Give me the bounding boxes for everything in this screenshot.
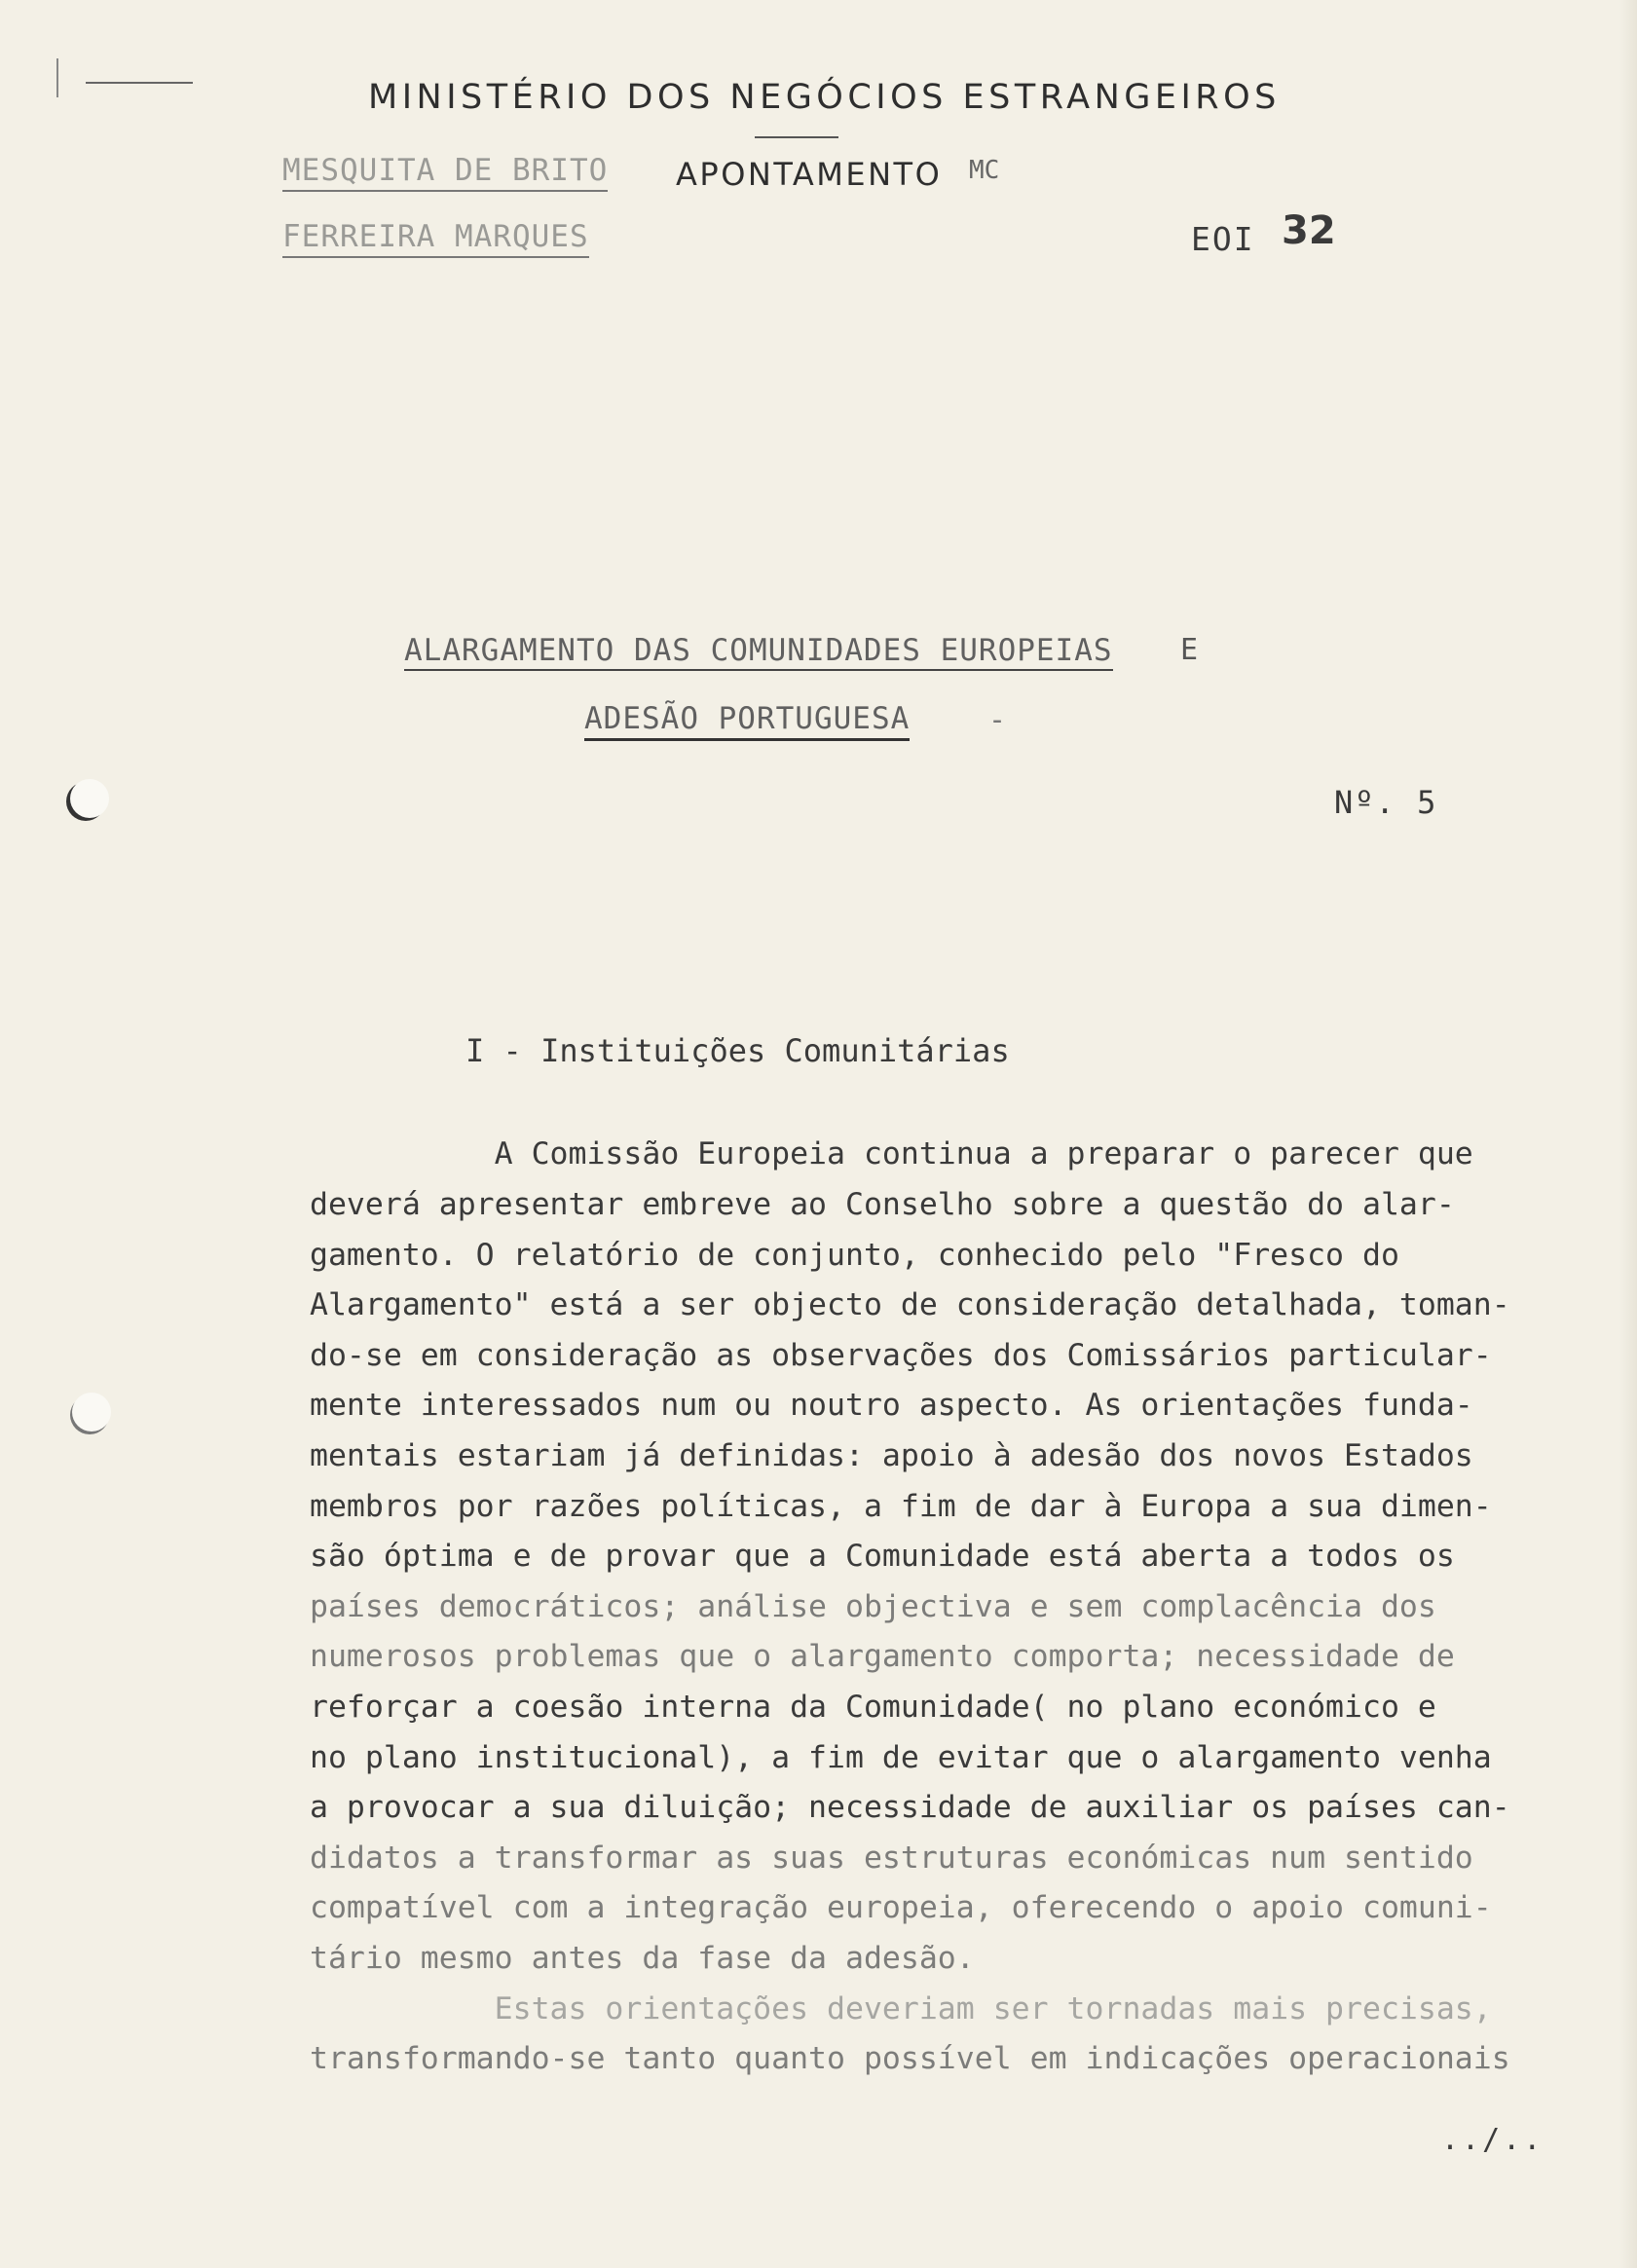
header-rule: [755, 136, 838, 138]
body-line: mente interessados num ou noutro aspecto. As orientações funda-: [310, 1388, 1473, 1423]
title-line-2: ADESÃO PORTUGUESA: [584, 701, 910, 741]
margin-scribble: [86, 82, 193, 84]
margin-tick: [56, 58, 58, 97]
body-line: membros por razões políticas, a fim de dar à Europa a sua dimen-: [310, 1489, 1492, 1524]
note-number: Nº. 5: [1334, 784, 1438, 821]
body-line: do-se em consideração as observações dos Comissários particular-: [310, 1338, 1492, 1373]
body-line: a provocar a sua diluição; necessidade de auxiliar os países can-: [310, 1790, 1510, 1825]
body-line: Estas orientações deveriam ser tornadas mais precisas,: [310, 1991, 1492, 2026]
body-line: numerosos problemas que o alargamento comporta; necessidade de: [310, 1639, 1455, 1674]
body-line: deverá apresentar embreve ao Conselho sobre a questão do alar-: [310, 1187, 1455, 1222]
title-dash-mark: -: [988, 703, 1007, 737]
body-line: gamento. O relatório de conjunto, conhecido pelo "Fresco do: [310, 1238, 1399, 1273]
title-line-1: ALARGAMENTO DAS COMUNIDADES EUROPEIAS: [404, 633, 1113, 671]
punch-hole-bottom: [72, 1393, 111, 1431]
series-label: EOI: [1191, 220, 1255, 258]
continuation-mark: ../..: [1441, 2123, 1544, 2157]
document-code: MC: [969, 156, 1000, 185]
author-name-2: FERREIRA MARQUES: [282, 219, 589, 258]
body-line: são óptima e de provar que a Comunidade está aberta a todos os: [310, 1539, 1455, 1574]
punch-hole-top: [70, 779, 109, 818]
body-line: reforçar a coesão interna da Comunidade( no plano económico e: [310, 1690, 1436, 1725]
body-line: transformando-se tanto quanto possível em indicações operacionais: [310, 2041, 1510, 2076]
body-line: compatível com a integração europeia, oferecendo o apoio comuni-: [310, 1890, 1492, 1925]
section-heading: I - Instituições Comunitárias: [465, 1032, 1010, 1069]
body-line: no plano institucional), a fim de evitar que o alargamento venha: [310, 1740, 1492, 1775]
body-line: didatos a transformar as suas estruturas económicas num sentido: [310, 1840, 1473, 1876]
body-line: países democráticos; análise objectiva e sem complacência dos: [310, 1589, 1436, 1624]
body-line: mentais estariam já definidas: apoio à adesão dos novos Estados: [310, 1438, 1473, 1473]
ministry-header: MINISTÉRIO DOS NEGÓCIOS ESTRANGEIROS: [368, 78, 1281, 117]
document-type: APONTAMENTO: [676, 156, 943, 193]
page-edge: [1619, 0, 1637, 2268]
body-line: tário mesmo antes da fase da adesão.: [310, 1941, 975, 1976]
title-line-1-mark: E: [1180, 633, 1199, 667]
author-name-1: MESQUITA DE BRITO: [282, 153, 608, 192]
body-line: A Comissão Europeia continua a preparar o parecer que: [310, 1136, 1473, 1171]
series-number-handwritten: 32: [1282, 208, 1336, 253]
body-line: Alargamento" está a ser objecto de consideração detalhada, toman-: [310, 1287, 1510, 1322]
